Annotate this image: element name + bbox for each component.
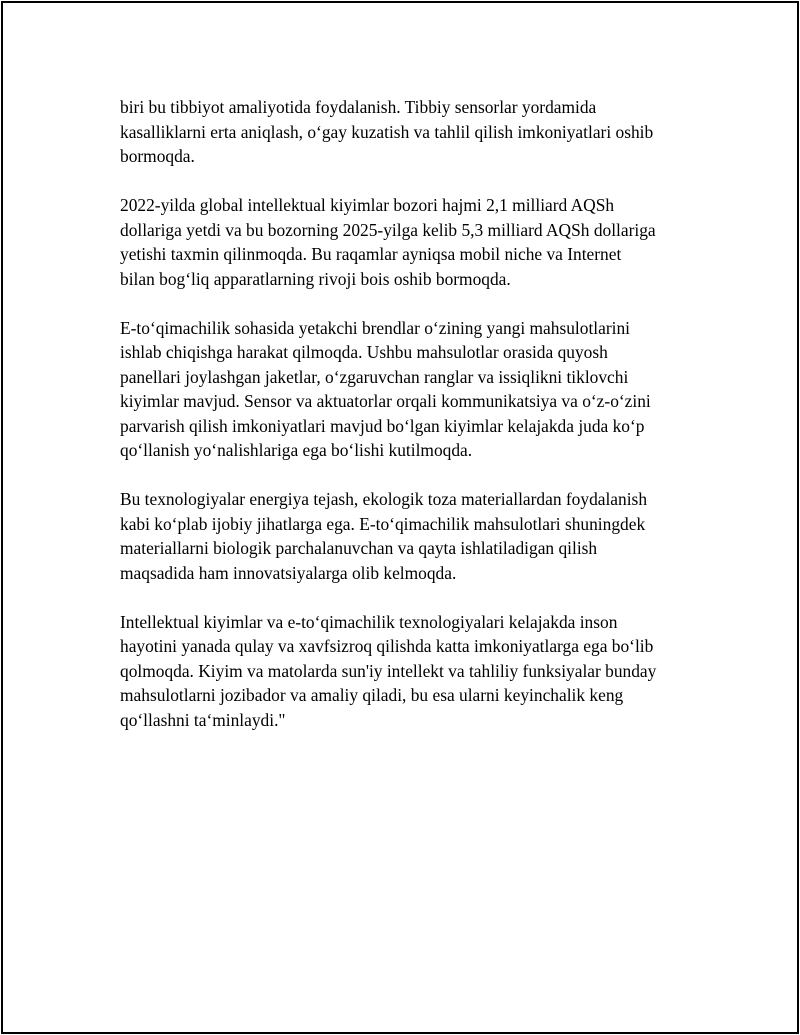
text-line: ishlab chiqishga harakat qilmoqda. Ushbu mahsulotlar orasida quyosh	[120, 342, 608, 362]
text-line: maqsadida ham innovatsiyalarga olib kelmoqda.	[120, 562, 457, 583]
text-line: qo‘llanish yo‘nalishlariga ega bo‘lishi kutilmoqda.	[120, 440, 473, 460]
page-frame	[1, 1, 799, 1034]
text-line: Intellektual kiyimlar va e-to‘qimachilik texnologiyalari kelajakda inson	[120, 611, 618, 632]
paragraph-conclusion	[120, 610, 720, 733]
text-line: E-to‘qimachilik sohasida yetakchi brendlar o‘zining yangi mahsulotlarini	[120, 317, 630, 338]
text-line: parvarish qilish imkoniyatlari mavjud bo‘lgan kiyimlar kelajakda juda ko‘p	[120, 415, 645, 436]
text-line: materiallarni biologik parchalanuvchan va qayta ishlatiladigan qilish	[120, 538, 598, 558]
document-body	[120, 95, 720, 757]
text-line: kiyimlar mavjud. Sensor va aktuatorlar orqali kommunikatsiya va o‘z-o‘zini	[120, 391, 651, 411]
text-line: mahsulotlarni jozibador va amaliy qiladi, bu esa ularni keyinchalik keng	[120, 685, 624, 705]
text-line: kabi ko‘plab ijobiy jihatlarga ega. E-to‘qimachilik mahsulotlari shuningdek	[120, 513, 646, 534]
text-line: dollariga yetdi va bu bozorning 2025-yilga kelib 5,3 milliard AQSh dollariga	[120, 219, 656, 240]
text-line: biri bu tibbiyot amaliyotida foydalanish. Tibbiy sensorlar yordamida	[120, 97, 597, 117]
paragraph-market-size	[120, 193, 720, 291]
paragraph-medical-sensors	[120, 95, 720, 169]
text-line: Bu texnologiyalar energiya tejash, ekologik toza materiallardan foydalanish	[120, 489, 648, 509]
text-line: bormoqda.	[120, 146, 195, 166]
paragraph-e-textile-brands	[120, 316, 720, 463]
text-line: kasalliklarni erta aniqlash, o‘gay kuzatish va tahlil qilish imkoniyatlari oshib	[120, 121, 654, 142]
text-line: 2022-yilda global intellektual kiyimlar bozori hajmi 2,1 milliard AQSh	[120, 195, 615, 215]
text-line: qolmoqda. Kiyim va matolarda sun'iy intellekt va tahliliy funksiyalar bunday	[120, 660, 657, 681]
text-line: bilan bog‘liq apparatlarning rivoji bois oshib bormoqda.	[120, 268, 511, 289]
text-line: yetishi taxmin qilinmoqda. Bu raqamlar ayniqsa mobil niche va Internet	[120, 244, 622, 264]
text-line: qo‘llashni ta‘minlaydi."	[120, 709, 286, 730]
paragraph-ecology	[120, 487, 720, 585]
text-line: panellari joylashgan jaketlar, o‘zgaruvchan ranglar va issiqlikni tiklovchi	[120, 366, 629, 387]
text-line: hayotini yanada qulay va xavfsizroq qilishda katta imkoniyatlarga ega bo‘lib	[120, 636, 654, 656]
